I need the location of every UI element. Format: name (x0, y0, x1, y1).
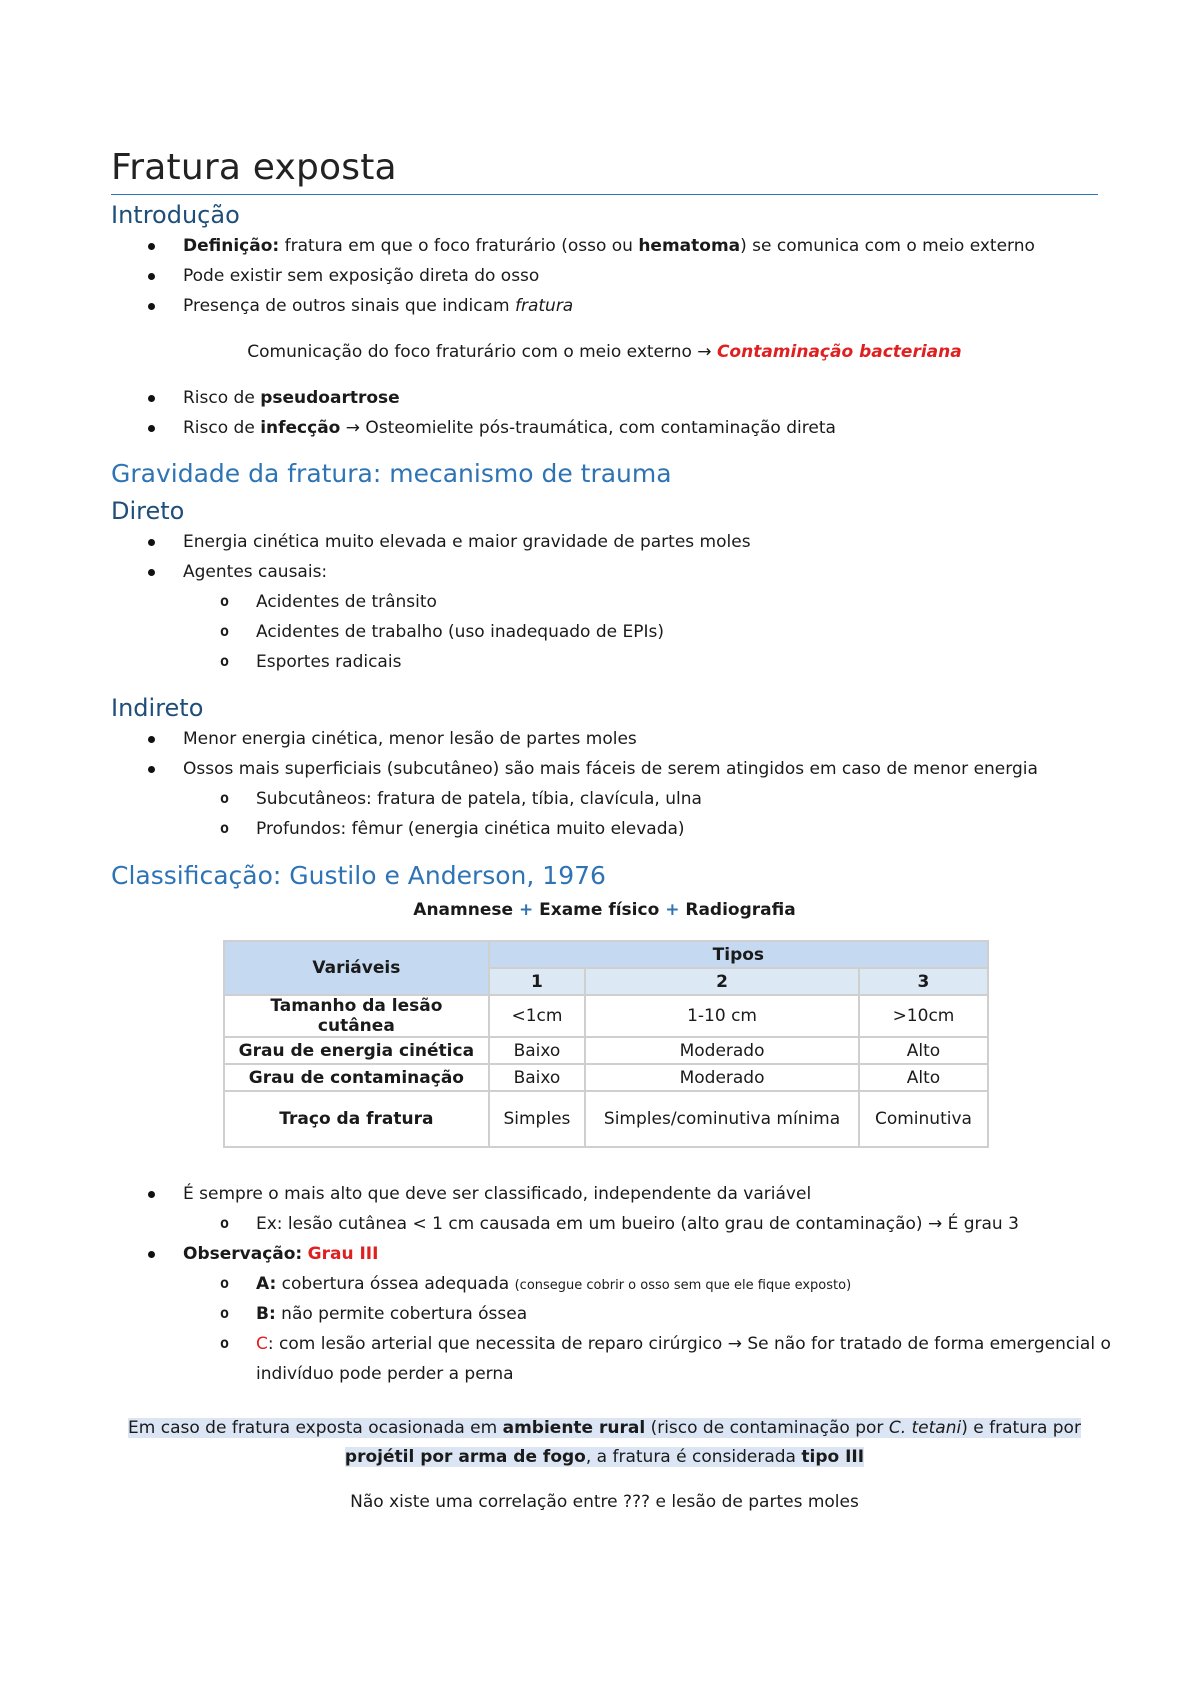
arrow-icon: → (697, 342, 712, 362)
final-text: Em caso de fratura exposta ocasionada em (128, 1418, 503, 1438)
sub-list-item: o Acidentes de trânsito (256, 590, 437, 614)
table-cell: Alto (859, 1064, 988, 1091)
sub-list-item (256, 1272, 851, 1298)
definicao-tail: ) se comunica com o meio externo (740, 236, 1035, 256)
table-row (224, 1064, 988, 1091)
gustilo-table (223, 940, 989, 1148)
item-text: : com lesão arterial que necessita de reparo cirúrgico → Se não for tratado de forma emergencial o indivíduo pode perder a perna (256, 1334, 1111, 1384)
heading-gravidade: Gravidade da fratura: mecanismo de trauma (111, 459, 672, 488)
radiografia-text: Radiografia (685, 900, 796, 920)
page-title: Fratura exposta (111, 147, 397, 188)
anamnese-text: Anamnese (413, 900, 514, 920)
plus-icon: + (518, 900, 534, 920)
item-text: não permite cobertura óssea (275, 1304, 528, 1324)
highlighted-paragraph (111, 1414, 1098, 1472)
heading-introducao: Introdução (111, 201, 240, 229)
subtitle-anamnese (111, 898, 1098, 922)
definicao-text: fratura em que o foco fraturário (osso ou (279, 236, 639, 256)
table-row (224, 1091, 988, 1147)
list-item: Menor energia cinética, menor lesão de partes moles (183, 729, 637, 749)
final-bold: tipo III (801, 1447, 865, 1467)
final-text: ) e fratura por (961, 1418, 1081, 1438)
header-col-2: 2 (585, 968, 859, 995)
sub-list-item: o Esportes radicais (256, 650, 401, 674)
sub-list-item: o Subcutâneos: fratura de patela, tíbia, clavícula, ulna (256, 787, 702, 811)
row-label: Traço da fratura (224, 1091, 489, 1147)
sub-list-item: o Ex: lesão cutânea < 1 cm causada em um bueiro (alto grau de contaminação) → É grau 3 (256, 1212, 1019, 1236)
title-underline (111, 194, 1098, 195)
list-item: Energia cinética muito elevada e maior gravidade de partes moles (183, 532, 751, 552)
list-item: Agentes causais: (183, 562, 328, 582)
final-text: , a fratura é considerada (585, 1447, 802, 1467)
risk-pre: Risco de (183, 388, 261, 408)
list-item-italic: fratura (514, 296, 574, 316)
header-col-3: 3 (859, 968, 988, 995)
list-item: Ossos mais superficiais (subcutâneo) são mais fáceis de serem atingidos em caso de menor energia (183, 759, 1038, 779)
table-cell: Baixo (489, 1037, 585, 1064)
header-tipos: Tipos (489, 941, 988, 968)
list-item (183, 386, 400, 410)
risk-post: → Osteomielite pós-traumática, com contaminação direta (340, 418, 836, 438)
final-bold: projétil por arma de fogo (344, 1447, 586, 1467)
row-label: Grau de energia cinética (224, 1037, 489, 1064)
table-cell: Simples (489, 1091, 585, 1147)
item-letter: C (256, 1334, 268, 1354)
heading-classificacao: Classificação: Gustilo e Anderson, 1976 (111, 861, 606, 890)
grau-iii-label: Grau III (307, 1244, 379, 1264)
sub-list-item: o Acidentes de trabalho (uso inadequado de EPIs) (256, 620, 664, 644)
center-text: Comunicação do foco fraturário com o meio externo (247, 342, 698, 362)
item-letter: A: (256, 1274, 277, 1294)
list-item (183, 234, 1035, 258)
center-statement (111, 340, 1098, 364)
risk-pre: Risco de (183, 418, 261, 438)
risk-bold: pseudoartrose (260, 388, 400, 408)
row-label: Grau de contaminação (224, 1064, 489, 1091)
center-red-text: Contaminação bacteriana (716, 342, 962, 362)
heading-direto: Direto (111, 497, 185, 525)
list-item: É sempre o mais alto que deve ser classificado, independente da variável (183, 1184, 812, 1204)
list-item (183, 1242, 378, 1266)
observacao-label: Observação: (183, 1244, 303, 1264)
table-cell: Baixo (489, 1064, 585, 1091)
table-cell: Simples/cominutiva mínima (585, 1091, 859, 1147)
final-italic: C. tetani (888, 1418, 962, 1438)
table-cell: 1-10 cm (585, 995, 859, 1037)
table-cell: >10cm (859, 995, 988, 1037)
item-letter: B: (256, 1304, 276, 1324)
list-item (183, 416, 836, 440)
table-cell: Moderado (585, 1064, 859, 1091)
exame-text: Exame físico (539, 900, 660, 920)
closing-note: Não xiste uma correlação entre ??? e lesão de partes moles (350, 1492, 859, 1512)
item-small-note: (consegue cobrir o osso sem que ele fique exposto) (514, 1278, 852, 1293)
definicao-bold: hematoma (638, 236, 741, 256)
definicao-label: Definição: (183, 236, 280, 256)
table-cell: Cominutiva (859, 1091, 988, 1147)
table-row (224, 995, 988, 1037)
item-text: cobertura óssea adequada (276, 1274, 515, 1294)
table-cell: <1cm (489, 995, 585, 1037)
plus-icon: + (665, 900, 680, 920)
list-item (183, 294, 573, 318)
list-item: Pode existir sem exposição direta do osso (183, 266, 540, 286)
header-col-1: 1 (489, 968, 585, 995)
list-item-text: Presença de outros sinais que indicam (183, 296, 515, 316)
header-variaveis: Variáveis (224, 941, 489, 995)
heading-indireto: Indireto (111, 694, 204, 722)
table-row (224, 1037, 988, 1064)
sub-list-item (256, 1329, 1116, 1389)
row-label: Tamanho da lesão cutânea (224, 995, 489, 1037)
sub-list-item (256, 1302, 527, 1326)
table-cell: Moderado (585, 1037, 859, 1064)
final-bold: ambiente rural (502, 1418, 646, 1438)
sub-list-item: o Profundos: fêmur (energia cinética muito elevada) (256, 817, 685, 841)
risk-bold: infecção (260, 418, 341, 438)
table-cell: Alto (859, 1037, 988, 1064)
final-text: (risco de contaminação por (645, 1418, 889, 1438)
